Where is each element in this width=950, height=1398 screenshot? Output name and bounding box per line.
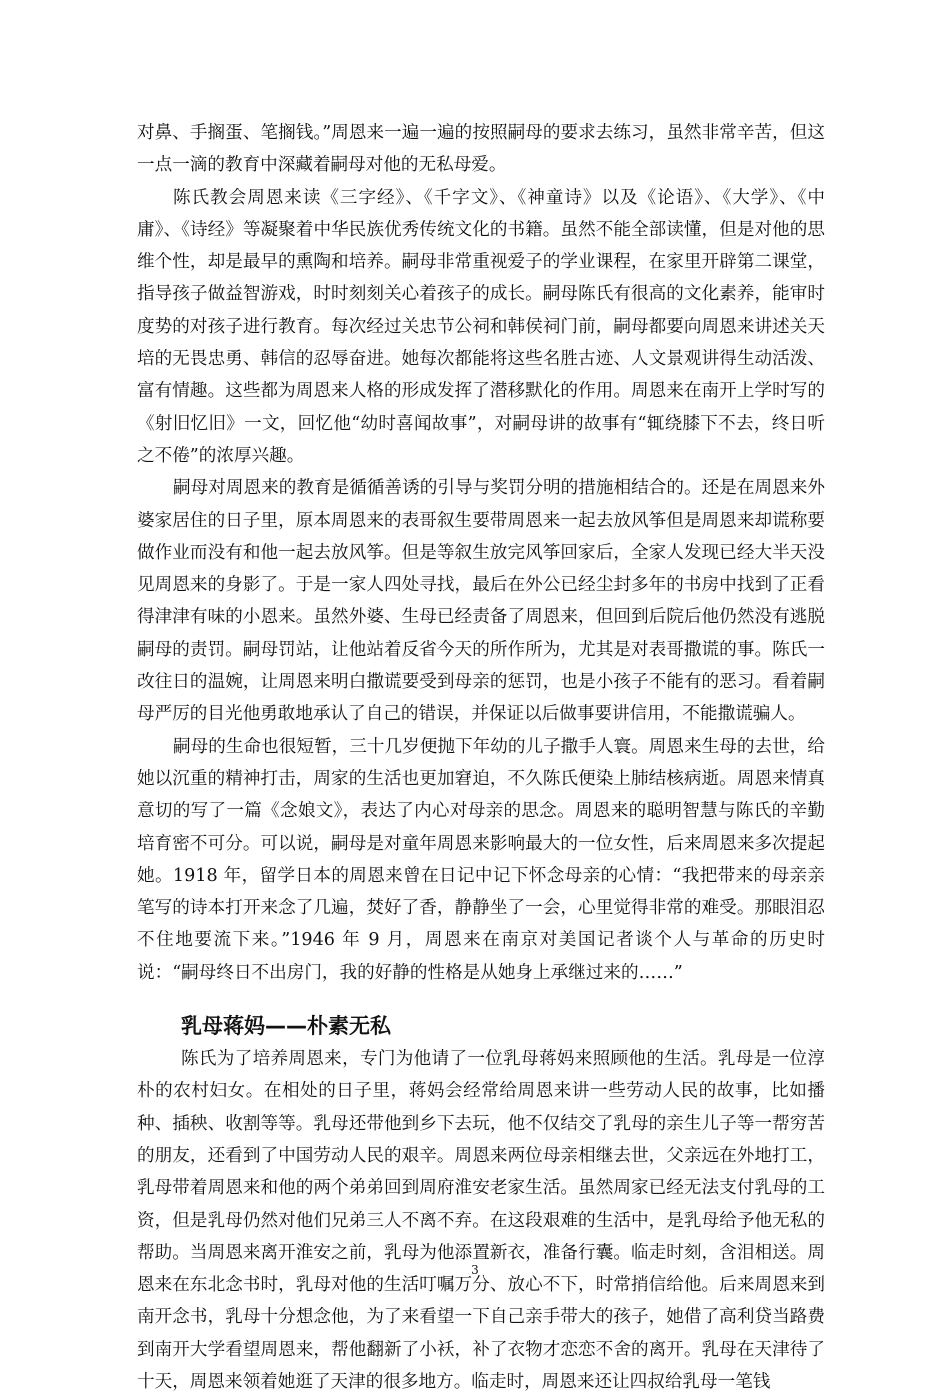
paragraph-continuation: 对鼻、手搁蛋、笔搁钱。”周恩来一遍一遍的按照嗣母的要求去练习，虽然非常辛苦，但这一点一滴的教育中深藏着嗣母对他的无私母爱。 [137, 123, 825, 176]
paragraph-discipline: 嗣母对周恩来的教育是循循善诱的引导与奖罚分明的措施相结合的。还是在周恩来外婆家居住的日子里，原本周恩来的表哥叙生要带周恩来一起去放风筝但是周恩来却谎称要做作业而没有和他一起去放风筝。但是等叙生放完风筝回家后，全家人发现已经大半天没见周恩来的身影了。于是一家人四处寻找，最后在外公已经尘封多年的书房中找到了正看得津津有味的小恩来。虽然外婆、生母已经责备了周恩来，但回到后院后他仍然没有逃脱嗣母的责罚。嗣母罚站，让他站着反省今天的所作所为，尤其是对表哥撒谎的事。陈氏一改往日的温婉，让周恩来明白撒谎要受到母亲的惩罚，也是小孩子不能有的恶习。看着嗣母严厉的目光他勇敢地承认了自己的错误，并保证以后做事要讲信用，不能撒谎骗人。 [137, 478, 825, 725]
paragraph-nanny: 陈氏为了培养周恩来，专门为他请了一位乳母蒋妈来照顾他的生活。乳母是一位淳朴的农村妇女。在相处的日子里，蒋妈会经常给周恩来讲一些劳动人民的故事，比如播种、插秧、收割等等。乳母还带他到乡下去玩，他不仅结交了乳母的亲生儿子等一帮穷苦的朋友，还看到了中国劳动人民的艰辛。周恩来两位母亲相继去世，父亲远在外地打工，乳母带着周恩来和他的两个弟弟回到周府淮安老家生活。虽然周家已经无法支付乳母的工资，但是乳母仍然对他们兄弟三人不离不弃。在这段艰难的生活中，是乳母给予他无私的帮助。当周恩来离开淮安之前，乳母为他添置新衣，准备行囊。临走时刻，含泪相送。周恩来在东北念书时，乳母对他的生活叮嘱万分、放心不下，时常捎信给他。后来周恩来到南开念书，乳母十分想念他，为了来看望一下自己亲手带大的孩子，她借了高利贷当路费到南开大学看望周恩来，帮他翻新了小袄，补了衣物才恋恋不舍的离开。乳母在天津待了十天，周恩来领着她逛了天津的很多地方。临走时，周恩来还让四叔给乳母一笔钱 [137, 1049, 825, 1392]
section-heading: 乳母蒋妈——朴素无私 [181, 1014, 391, 1039]
page-number: 3 [471, 1263, 479, 1277]
paragraph-memory: 嗣母的生命也很短暂，三十几岁便抛下年幼的儿子撒手人寰。周恩来生母的去世，给她以沉重的精神打击，周家的生活也更加窘迫，不久陈氏便染上肺结核病逝。周恩来情真意切的写了一篇《念娘文》，表达了内心对母亲的思念。周恩来的聪明智慧与陈氏的辛勤培育密不可分。可以说，嗣母是对童年周恩来影响最大的一位女性，后来周恩来多次提起她。1918 年，留学日本的周恩来曾在日记中记下怀念母亲的心情：“我把带来的母亲亲笔写的诗本打开来念了几遍，焚好了香，静静坐了一会，心里觉得非常的难受。那眼泪忍不住地要流下来。”1946 年 9 月，周恩来在南京对美国记者谈个人与革命的历史时说：“嗣母终日不出房门，我的好静的性格是从她身上承继过来的……” [137, 736, 825, 983]
body-text [137, 117, 825, 1398]
paragraph-education: 陈氏教会周恩来读《三字经》、《千字文》、《神童诗》以及《论语》、《大学》、《中庸》、《诗经》等凝聚着中华民族优秀传统文化的书籍。虽然不能全部读懂，但是对他的思维个性，却是最早的熏陶和培养。嗣母非常重视爱子的学业课程，在家里开辟第二课堂，指导孩子做益智游戏，时时刻刻关心着孩子的成长。嗣母陈氏有很高的文化素养，能审时度势的对孩子进行教育。每次经过关忠节公祠和韩侯祠门前，嗣母都要向周恩来讲述关天培的无畏忠勇、韩信的忍辱奋进。她每次都能将这些名胜古迹、人文景观讲得生动活泼、富有情趣。这些都为周恩来人格的形成发挥了潜移默化的作用。周恩来在南开上学时写的《射旧忆旧》一文，回忆他“幼时喜闻故事”，对嗣母讲的故事有“辄绕膝下不去，终日听之不倦”的浓厚兴趣。 [137, 187, 825, 466]
